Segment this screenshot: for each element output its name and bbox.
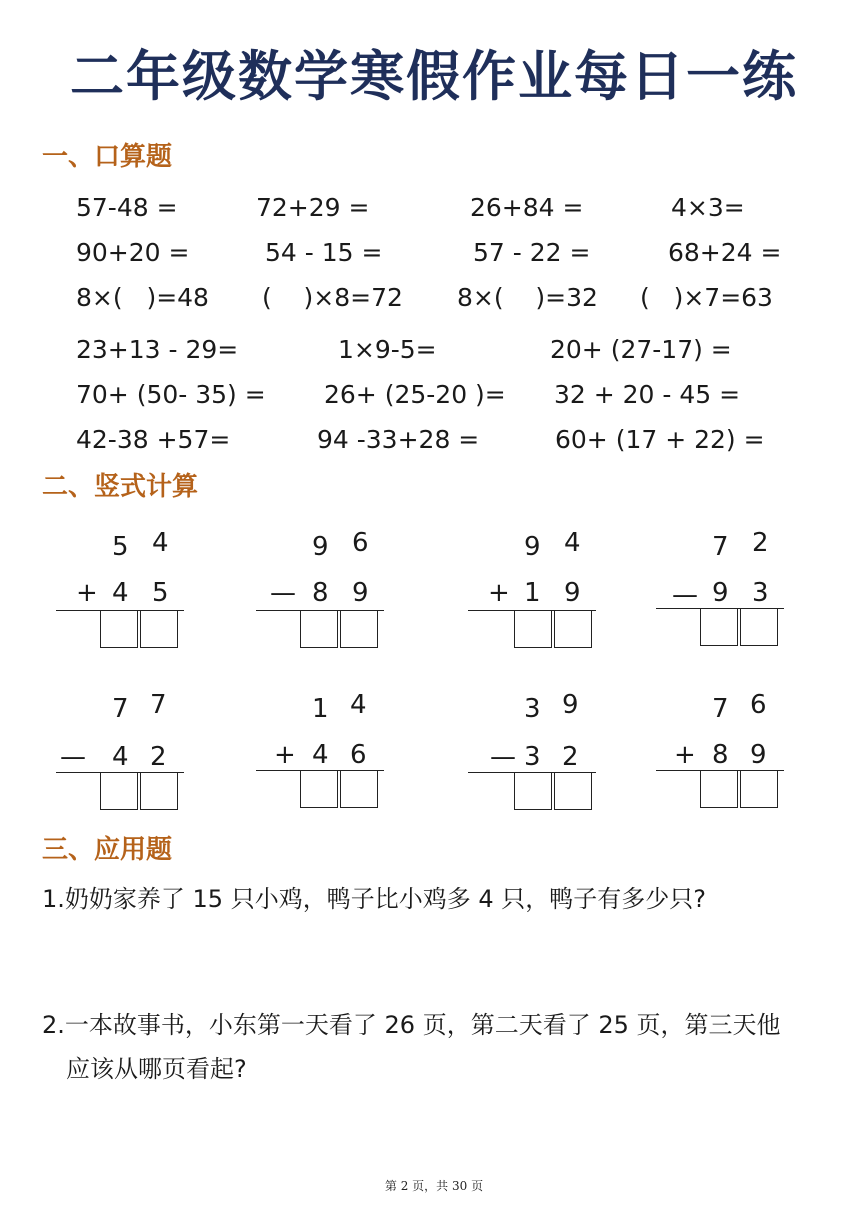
page-footer: 第 2 页，共 30 页 [384,1179,484,1193]
word-problem-2-continued: 应该从哪页看起? [66,1055,247,1083]
operator: — [672,580,698,610]
oral-equation: ( )×7=63 [640,283,773,312]
vertical-problem [656,690,786,820]
digit: 3 [752,578,769,608]
digit: 4 [350,690,367,720]
digit: 4 [152,528,169,558]
oral-equation: 26+ (25-20 )= [324,380,506,409]
oral-equation: 23+13 - 29= [76,335,239,364]
digit: 7 [712,532,729,562]
answer-box[interactable] [514,610,552,648]
vertical-problem [56,690,186,820]
answer-box[interactable] [700,608,738,646]
answer-box[interactable] [700,770,738,808]
section-heading-vertical: 二、竖式计算 [42,472,199,502]
operator: + [274,740,296,770]
digit: 5 [152,578,169,608]
answer-box[interactable] [100,610,138,648]
oral-equation: 72+29 = [256,193,370,222]
digit: 3 [524,694,541,724]
oral-equation: 20+ (27-17) = [550,335,732,364]
digit: 8 [312,578,329,608]
word-problem-2: 2.一本故事书，小东第一天看了 26 页，第二天看了 25 页，第三天他 [42,1011,781,1039]
vertical-problem [256,528,386,658]
digit: 2 [562,742,579,772]
oral-equation: 32 + 20 - 45 = [554,380,741,409]
digit: 7 [112,694,129,724]
answer-box[interactable] [740,770,778,808]
digit: 9 [712,578,729,608]
answer-box[interactable] [514,772,552,810]
operator: — [60,742,86,772]
word-problem-1: 1.奶奶家养了 15 只小鸡，鸭子比小鸡多 4 只，鸭子有多少只? [42,885,706,913]
vertical-problem [468,690,598,820]
oral-equation: 94 -33+28 = [317,425,480,454]
digit: 1 [524,578,541,608]
oral-equation: 60+ (17 + 22) = [555,425,765,454]
vertical-problem [256,690,386,820]
answer-box[interactable] [140,610,178,648]
digit: 1 [312,694,329,724]
oral-equation: 8×( )=32 [457,283,598,312]
digit: 9 [312,532,329,562]
page-title: 二年级数学寒假作业每日一练 [70,45,798,108]
digit: 9 [564,578,581,608]
digit: 9 [562,690,579,720]
operator: + [674,740,696,770]
operator: — [490,742,516,772]
vertical-problem [468,528,598,658]
oral-equation: 57-48 = [76,193,178,222]
digit: 6 [350,740,367,770]
digit: 3 [524,742,541,772]
answer-box[interactable] [340,770,378,808]
oral-equation: 68+24 = [668,238,782,267]
oral-equation: 70+ (50- 35) = [76,380,266,409]
section-heading-word-problems: 三、应用题 [42,835,173,865]
digit: 7 [150,690,167,720]
oral-equation: 26+84 = [470,193,584,222]
oral-equation: ( )×8=72 [262,283,403,312]
oral-equation: 90+20 = [76,238,190,267]
digit: 9 [750,740,767,770]
answer-box[interactable] [140,772,178,810]
digit: 5 [112,532,129,562]
answer-box[interactable] [740,608,778,646]
vertical-problem [656,528,786,658]
answer-box[interactable] [554,610,592,648]
operator: + [76,578,98,608]
answer-box[interactable] [340,610,378,648]
oral-equation: 8×( )=48 [76,283,209,312]
digit: 4 [564,528,581,558]
oral-equation: 54 - 15 = [265,238,383,267]
answer-box[interactable] [300,610,338,648]
digit: 2 [150,742,167,772]
digit: 2 [752,528,769,558]
answer-box[interactable] [100,772,138,810]
digit: 9 [352,578,369,608]
operator: — [270,578,296,608]
digit: 9 [524,532,541,562]
digit: 4 [112,742,129,772]
digit: 8 [712,740,729,770]
answer-box[interactable] [300,770,338,808]
oral-equation: 57 - 22 = [473,238,591,267]
oral-equation: 1×9-5= [338,335,437,364]
answer-box[interactable] [554,772,592,810]
oral-equation: 4×3= [671,193,745,222]
digit: 6 [352,528,369,558]
digit: 7 [712,694,729,724]
vertical-problem [56,528,186,658]
digit: 4 [112,578,129,608]
section-heading-oral: 一、口算题 [42,142,173,172]
digit: 6 [750,690,767,720]
digit: 4 [312,740,329,770]
operator: + [488,578,510,608]
oral-equation: 42-38 +57= [76,425,231,454]
